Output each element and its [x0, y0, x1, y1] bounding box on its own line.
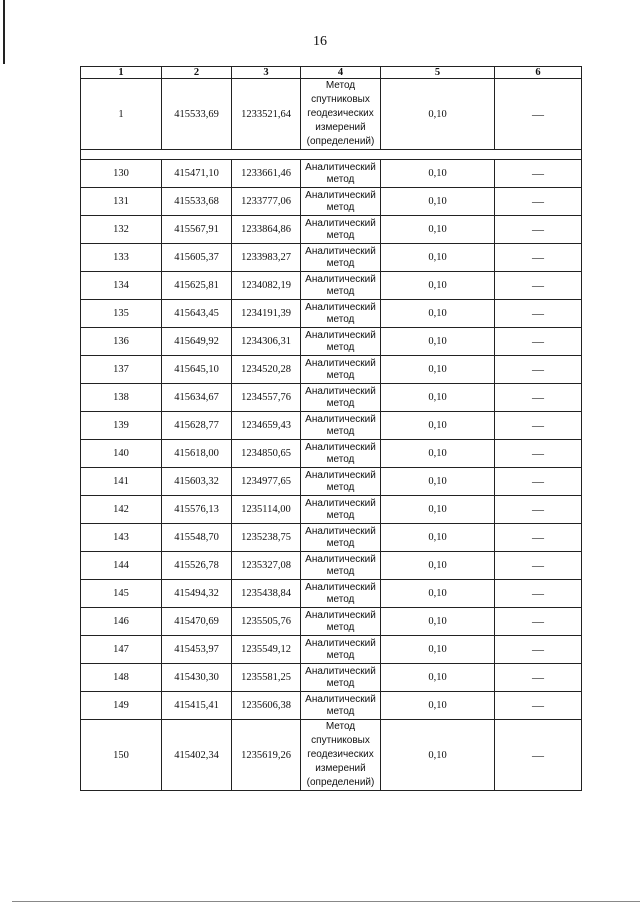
- accuracy-cell: 0,10: [381, 300, 495, 328]
- coordinate-y: 1235606,38: [232, 692, 301, 720]
- method-cell: Аналитический метод: [301, 300, 381, 328]
- coordinates-table: [80, 66, 582, 791]
- column-header: 5: [381, 67, 495, 79]
- coordinate-x: 415625,81: [162, 272, 232, 300]
- left-margin-line: [3, 0, 5, 64]
- coordinate-x: 415494,32: [162, 580, 232, 608]
- coordinate-y: 1234557,76: [232, 384, 301, 412]
- note-cell: —: [495, 328, 582, 356]
- note-cell: —: [495, 524, 582, 552]
- method-cell: Метод спутниковых геодезических измерений (определений): [301, 720, 381, 791]
- coordinate-y: 1234191,39: [232, 300, 301, 328]
- method-cell: Аналитический метод: [301, 328, 381, 356]
- coordinate-y: 1235438,84: [232, 580, 301, 608]
- column-header: 6: [495, 67, 582, 79]
- table-row: [81, 300, 582, 328]
- note-cell: —: [495, 608, 582, 636]
- header-row: [81, 67, 582, 79]
- note-cell: —: [495, 216, 582, 244]
- table-row: [81, 440, 582, 468]
- table-row: [81, 188, 582, 216]
- table-row: [81, 79, 582, 150]
- method-cell: Аналитический метод: [301, 188, 381, 216]
- coordinate-x: 415634,67: [162, 384, 232, 412]
- coordinate-y: 1235549,12: [232, 636, 301, 664]
- note-cell: —: [495, 412, 582, 440]
- coordinate-y: 1235114,00: [232, 496, 301, 524]
- point-number: 150: [81, 720, 162, 791]
- column-header: 1: [81, 67, 162, 79]
- note-cell: —: [495, 188, 582, 216]
- note-cell: —: [495, 636, 582, 664]
- table-row: [81, 552, 582, 580]
- point-number: 139: [81, 412, 162, 440]
- coordinate-x: 415430,30: [162, 664, 232, 692]
- accuracy-cell: 0,10: [381, 412, 495, 440]
- coordinate-y: 1234306,31: [232, 328, 301, 356]
- table-row: [81, 636, 582, 664]
- coordinate-x: 415533,68: [162, 188, 232, 216]
- coordinate-x: 415470,69: [162, 608, 232, 636]
- accuracy-cell: 0,10: [381, 580, 495, 608]
- note-cell: —: [495, 79, 582, 150]
- coordinate-y: 1235327,08: [232, 552, 301, 580]
- coordinate-y: 1233864,86: [232, 216, 301, 244]
- method-cell: Аналитический метод: [301, 692, 381, 720]
- bottom-scan-line: [12, 901, 640, 902]
- method-cell: Аналитический метод: [301, 216, 381, 244]
- coordinate-x: 415605,37: [162, 244, 232, 272]
- note-cell: —: [495, 468, 582, 496]
- coordinate-y: 1235619,26: [232, 720, 301, 791]
- method-cell: Аналитический метод: [301, 496, 381, 524]
- point-number: 1: [81, 79, 162, 150]
- coordinate-y: 1235238,75: [232, 524, 301, 552]
- coordinate-x: 415548,70: [162, 524, 232, 552]
- column-header: 4: [301, 67, 381, 79]
- method-cell: Аналитический метод: [301, 664, 381, 692]
- note-cell: —: [495, 384, 582, 412]
- table-row: [81, 580, 582, 608]
- accuracy-cell: 0,10: [381, 720, 495, 791]
- table-row: [81, 356, 582, 384]
- table-row: [81, 524, 582, 552]
- coordinate-x: 415603,32: [162, 468, 232, 496]
- coordinate-x: 415628,77: [162, 412, 232, 440]
- coordinate-x: 415415,41: [162, 692, 232, 720]
- table-row: [81, 272, 582, 300]
- method-cell: Аналитический метод: [301, 356, 381, 384]
- coordinate-x: 415649,92: [162, 328, 232, 356]
- point-number: 143: [81, 524, 162, 552]
- note-cell: —: [495, 300, 582, 328]
- coordinate-x: 415645,10: [162, 356, 232, 384]
- accuracy-cell: 0,10: [381, 216, 495, 244]
- point-number: 130: [81, 160, 162, 188]
- note-cell: —: [495, 244, 582, 272]
- point-number: 131: [81, 188, 162, 216]
- accuracy-cell: 0,10: [381, 188, 495, 216]
- point-number: 146: [81, 608, 162, 636]
- gap-row: [81, 150, 582, 160]
- coordinate-y: 1234659,43: [232, 412, 301, 440]
- point-number: 133: [81, 244, 162, 272]
- coordinate-x: 415618,00: [162, 440, 232, 468]
- coordinate-x: 415402,34: [162, 720, 232, 791]
- coordinate-y: 1233983,27: [232, 244, 301, 272]
- method-cell: Аналитический метод: [301, 412, 381, 440]
- column-header: 2: [162, 67, 232, 79]
- method-cell: Метод спутниковых геодезических измерений (определений): [301, 79, 381, 150]
- point-number: 142: [81, 496, 162, 524]
- accuracy-cell: 0,10: [381, 356, 495, 384]
- gap-cell: [81, 150, 582, 160]
- column-header: 3: [232, 67, 301, 79]
- method-cell: Аналитический метод: [301, 440, 381, 468]
- note-cell: —: [495, 160, 582, 188]
- coordinate-y: 1234850,65: [232, 440, 301, 468]
- note-cell: —: [495, 440, 582, 468]
- method-cell: Аналитический метод: [301, 160, 381, 188]
- method-cell: Аналитический метод: [301, 552, 381, 580]
- table-row: [81, 608, 582, 636]
- accuracy-cell: 0,10: [381, 608, 495, 636]
- note-cell: —: [495, 720, 582, 791]
- table-row: [81, 468, 582, 496]
- accuracy-cell: 0,10: [381, 692, 495, 720]
- method-cell: Аналитический метод: [301, 244, 381, 272]
- note-cell: —: [495, 580, 582, 608]
- point-number: 137: [81, 356, 162, 384]
- point-number: 135: [81, 300, 162, 328]
- coordinate-x: 415567,91: [162, 216, 232, 244]
- note-cell: —: [495, 496, 582, 524]
- coordinate-y: 1233521,64: [232, 79, 301, 150]
- accuracy-cell: 0,10: [381, 636, 495, 664]
- method-cell: Аналитический метод: [301, 468, 381, 496]
- point-number: 145: [81, 580, 162, 608]
- coordinate-x: 415471,10: [162, 160, 232, 188]
- method-cell: Аналитический метод: [301, 580, 381, 608]
- table-row: [81, 412, 582, 440]
- table-row: [81, 664, 582, 692]
- coordinate-y: 1233661,46: [232, 160, 301, 188]
- point-number: 147: [81, 636, 162, 664]
- point-number: 138: [81, 384, 162, 412]
- accuracy-cell: 0,10: [381, 440, 495, 468]
- point-number: 141: [81, 468, 162, 496]
- coordinate-y: 1235505,76: [232, 608, 301, 636]
- point-number: 140: [81, 440, 162, 468]
- accuracy-cell: 0,10: [381, 468, 495, 496]
- coordinate-x: 415643,45: [162, 300, 232, 328]
- coordinate-x: 415533,69: [162, 79, 232, 150]
- method-cell: Аналитический метод: [301, 272, 381, 300]
- coordinate-x: 415526,78: [162, 552, 232, 580]
- table-row: [81, 216, 582, 244]
- table-row: [81, 692, 582, 720]
- accuracy-cell: 0,10: [381, 272, 495, 300]
- method-cell: Аналитический метод: [301, 524, 381, 552]
- point-number: 149: [81, 692, 162, 720]
- point-number: 136: [81, 328, 162, 356]
- accuracy-cell: 0,10: [381, 552, 495, 580]
- point-number: 134: [81, 272, 162, 300]
- table-row: [81, 496, 582, 524]
- method-cell: Аналитический метод: [301, 608, 381, 636]
- coordinate-x: 415576,13: [162, 496, 232, 524]
- coordinate-y: 1234977,65: [232, 468, 301, 496]
- note-cell: —: [495, 552, 582, 580]
- table-row: [81, 720, 582, 791]
- coordinate-y: 1235581,25: [232, 664, 301, 692]
- accuracy-cell: 0,10: [381, 328, 495, 356]
- coordinate-y: 1234082,19: [232, 272, 301, 300]
- table-row: [81, 384, 582, 412]
- accuracy-cell: 0,10: [381, 244, 495, 272]
- accuracy-cell: 0,10: [381, 496, 495, 524]
- coordinate-x: 415453,97: [162, 636, 232, 664]
- point-number: 132: [81, 216, 162, 244]
- page-number: 16: [313, 34, 327, 49]
- coordinate-y: 1233777,06: [232, 188, 301, 216]
- note-cell: —: [495, 356, 582, 384]
- table-row: [81, 328, 582, 356]
- accuracy-cell: 0,10: [381, 524, 495, 552]
- accuracy-cell: 0,10: [381, 384, 495, 412]
- table-row: [81, 160, 582, 188]
- note-cell: —: [495, 272, 582, 300]
- point-number: 148: [81, 664, 162, 692]
- accuracy-cell: 0,10: [381, 160, 495, 188]
- point-number: 144: [81, 552, 162, 580]
- accuracy-cell: 0,10: [381, 664, 495, 692]
- method-cell: Аналитический метод: [301, 636, 381, 664]
- table-row: [81, 244, 582, 272]
- coordinate-y: 1234520,28: [232, 356, 301, 384]
- note-cell: —: [495, 664, 582, 692]
- method-cell: Аналитический метод: [301, 384, 381, 412]
- note-cell: —: [495, 692, 582, 720]
- accuracy-cell: 0,10: [381, 79, 495, 150]
